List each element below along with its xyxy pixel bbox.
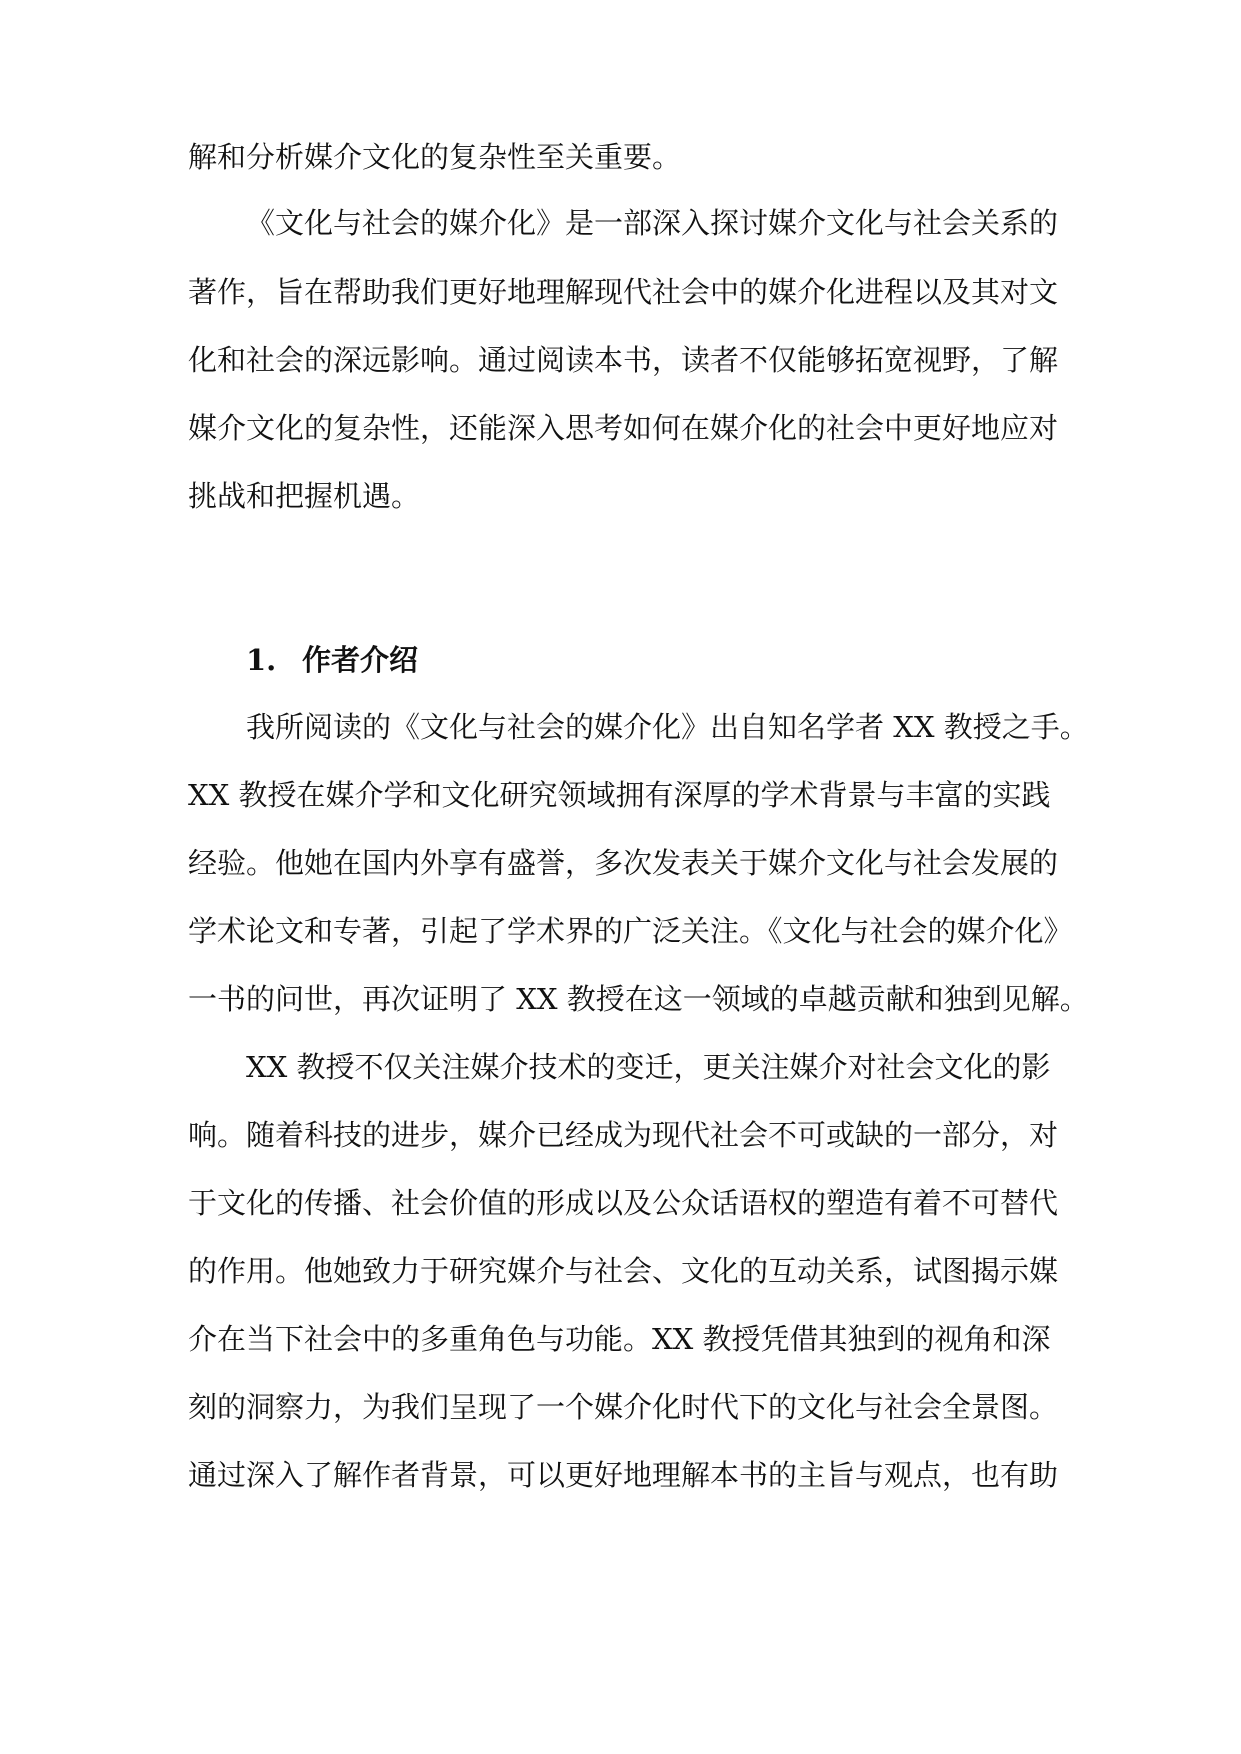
paragraph-line: XX 教授在媒介学和文化研究领域拥有深厚的学术背景与丰富的实践 (188, 778, 1051, 812)
paragraph-line: 媒介文化的复杂性，还能深入思考如何在媒介化的社会中更好地应对 (188, 411, 1059, 445)
paragraph-line: 著作，旨在帮助我们更好地理解现代社会中的媒介化进程以及其对文 (188, 275, 1059, 309)
paragraph-line: 一书的问世，再次证明了 XX 教授在这一领域的卓越贡献和独到见解。 (188, 982, 1089, 1016)
paragraph-line: 化和社会的深远影响。通过阅读本书，读者不仅能够拓宽视野，了解 (188, 343, 1059, 377)
paragraph-line: 通过深入了解作者背景，可以更好地理解本书的主旨与观点，也有助 (188, 1458, 1059, 1492)
paragraph-line: XX 教授不仅关注媒介技术的变迁，更关注媒介对社会文化的影 (246, 1050, 1051, 1084)
paragraph-line: 《文化与社会的媒介化》是一部深入探讨媒介文化与社会关系的 (246, 206, 1059, 240)
paragraph-line: 介在当下社会中的多重角色与功能。XX 教授凭借其独到的视角和深 (188, 1322, 1051, 1356)
paragraph-line: 挑战和把握机遇。 (188, 479, 421, 513)
paragraph-line: 刻的洞察力，为我们呈现了一个媒介化时代下的文化与社会全景图。 (188, 1390, 1059, 1424)
section-title: 作者介绍 (302, 643, 419, 677)
section-number: 1. (246, 643, 277, 677)
paragraph-line: 于文化的传播、社会价值的形成以及公众话语权的塑造有着不可替代 (188, 1186, 1059, 1220)
paragraph-line: 学术论文和专著，引起了学术界的广泛关注。《文化与社会的媒介化》 (188, 914, 1073, 948)
paragraph-line: 响。随着科技的进步，媒介已经成为现代社会不可或缺的一部分，对 (188, 1118, 1059, 1152)
paragraph-line: 的作用。他她致力于研究媒介与社会、文化的互动关系，试图揭示媒 (188, 1254, 1059, 1288)
paragraph-line: 解和分析媒介文化的复杂性至关重要。 (188, 140, 682, 174)
paragraph-line: 经验。他她在国内外享有盛誉，多次发表关于媒介文化与社会发展的 (188, 846, 1059, 880)
paragraph-line: 我所阅读的《文化与社会的媒介化》出自知名学者 XX 教授之手。 (246, 710, 1089, 744)
section-heading (246, 640, 418, 680)
